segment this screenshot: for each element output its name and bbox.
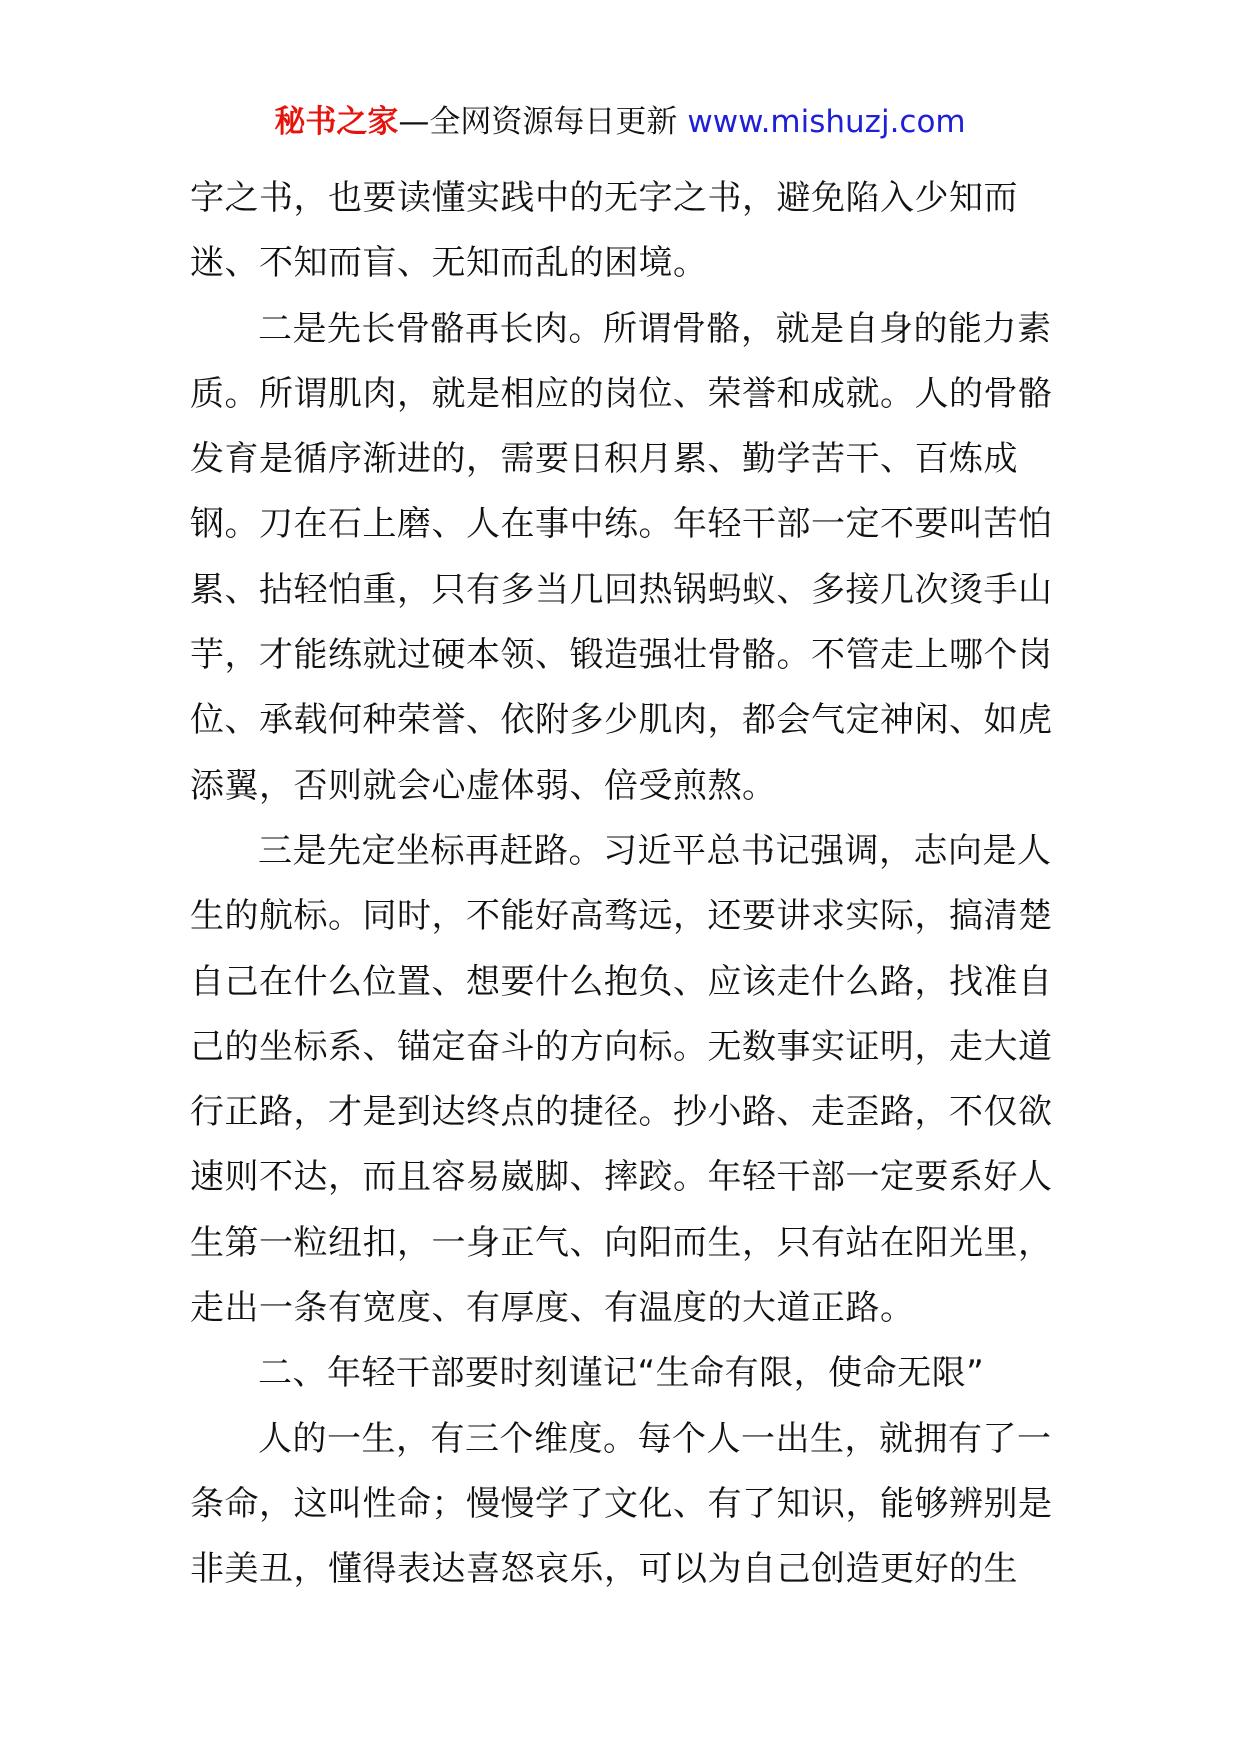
text-line: 添翼，否则就会心虚体弱、倍受煎熬。 xyxy=(190,765,777,806)
text-line: 发育是循序渐进的，需要日积月累、勤学苦干、百炼成 xyxy=(190,439,1018,480)
text-line: 非美丑，懂得表达喜怒哀乐，可以为自己创造更好的生 xyxy=(190,1549,1018,1590)
text-line: 质。所谓肌肉，就是相应的岗位、荣誉和成就。人的骨骼 xyxy=(190,373,1053,414)
paragraph-start-line: 人的一生，有三个维度。每个人一出生，就拥有了一 xyxy=(258,1418,1052,1459)
text-line: 芋，才能练就过硬本领、锻造强壮骨骼。不管走上哪个岗 xyxy=(190,635,1053,676)
site-header xyxy=(0,100,1240,144)
text-line: 速则不达，而且容易崴脚、摔跤。年轻干部一定要系好人 xyxy=(190,1157,1053,1198)
site-url-link[interactable]: www.mishuzj.com xyxy=(687,104,966,140)
text-line: 生的航标。同时，不能好高骛远，还要讲求实际，搞清楚 xyxy=(190,896,1053,937)
text-line: 字之书，也要读懂实践中的无字之书，避免陷入少知而 xyxy=(190,178,1018,218)
brand-name: 秘书之家 xyxy=(274,104,399,140)
text-line: 行正路，才是到达终点的捷径。抄小路、走歪路，不仅欲 xyxy=(190,1092,1053,1133)
text-line: 累、拈轻怕重，只有多当几回热锅蚂蚁、多接几次烫手山 xyxy=(190,569,1053,610)
text-line: 迷、不知而盲、无知而乱的困境。 xyxy=(190,243,708,284)
paragraph-start-line: 二是先长骨骼再长肉。所谓骨骼，就是自身的能力素 xyxy=(258,308,1052,349)
paragraph-start-line: 三是先定坐标再赶路。习近平总书记强调，志向是人 xyxy=(258,830,1052,871)
text-line: 走出一条有宽度、有厚度、有温度的大道正路。 xyxy=(190,1288,915,1329)
section-heading: 二、年轻干部要时刻谨记“生命有限，使命无限” xyxy=(258,1353,985,1394)
header-tagline: —全网资源每日更新 xyxy=(398,104,678,140)
text-line: 位、承载何种荣誉、依附多少肌肉，都会气定神闲、如虎 xyxy=(190,700,1053,741)
text-line: 条命，这叫性命；慢慢学了文化、有了知识，能够辨别是 xyxy=(190,1483,1053,1524)
text-line: 自己在什么位置、想要什么抱负、应该走什么路，找准自 xyxy=(190,961,1053,1002)
document-body xyxy=(190,166,1060,1603)
text-line: 钢。刀在石上磨、人在事中练。年轻干部一定不要叫苦怕 xyxy=(190,504,1053,545)
text-line: 生第一粒纽扣，一身正气、向阳而生，只有站在阳光里， xyxy=(190,1222,1053,1263)
text-line: 己的坐标系、锚定奋斗的方向标。无数事实证明，走大道 xyxy=(190,1026,1053,1067)
